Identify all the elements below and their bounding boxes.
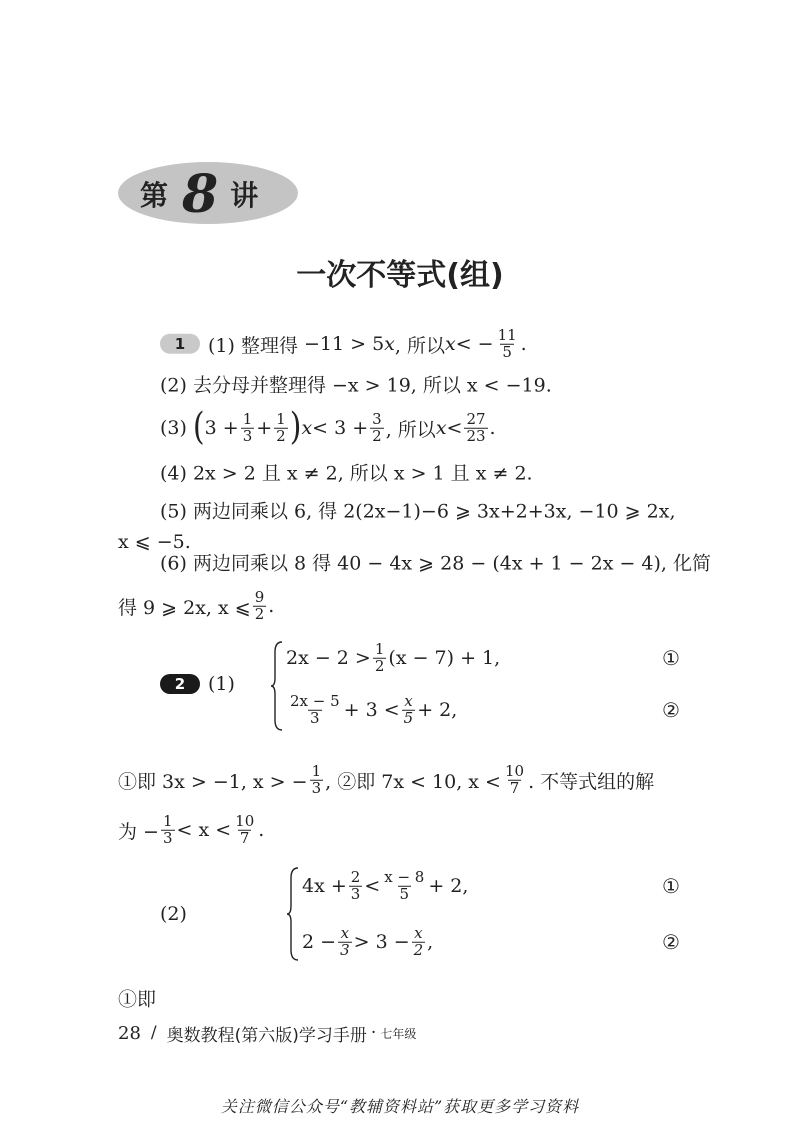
page-number: 28 xyxy=(118,1022,141,1044)
fraction: $\frac{2x - 5}{3}$ xyxy=(290,691,340,727)
lecture-number: 8 xyxy=(182,163,219,225)
eq-mark-4: ② xyxy=(662,930,680,954)
system1-eq1: 2x − 2 > $\frac{1}{2}$ (x − 7) + 1, ① xyxy=(286,639,680,675)
p2-label-1: 2 (1) xyxy=(0,662,800,706)
p2-label-2: (2) xyxy=(160,903,187,925)
fraction: $\frac{27}{23}$ xyxy=(466,409,486,445)
fraction: $\frac{9}{2}$ xyxy=(254,587,265,623)
system2-eq2: 2 − $\frac{x}{3}$ > 3 − $\frac{x}{2}$ , ② xyxy=(302,923,680,959)
p1-line1: 1 (1) 整理得 −11 > 5 x , 所以 x < − $\frac{11}{5}$ . xyxy=(0,322,800,366)
fraction: $\frac{11}{5}$ xyxy=(497,325,517,361)
fraction: $\frac{x - 8}{5}$ xyxy=(384,867,425,903)
fraction: $\frac{x}{5}$ xyxy=(403,691,414,727)
fraction: $\frac{1}{3}$ xyxy=(162,811,173,847)
fraction: $\frac{2}{3}$ xyxy=(350,867,361,903)
fraction: $\frac{1}{2}$ xyxy=(374,639,385,675)
eq-mark-3: ① xyxy=(662,874,680,898)
lecture-heading xyxy=(140,163,259,225)
eq-mark-1: ① xyxy=(662,646,680,670)
eq-mark-2: ② xyxy=(662,698,680,722)
fraction: $\frac{1}{2}$ xyxy=(276,409,286,445)
page-title: 一次不等式(组) xyxy=(296,258,504,293)
fraction: $\frac{10}{7}$ xyxy=(235,811,255,847)
grade-label: 七年级 xyxy=(380,1026,417,1041)
problem-badge-1: 1 xyxy=(160,334,200,354)
p1-line2: (2) 去分母并整理得 −x > 19, 所以 x < −19. xyxy=(160,374,552,397)
p1-line5b: x ⩽ −5. xyxy=(118,531,191,553)
page-footer: 28 / 奥数教程(第六版)学习手册 · 七年级 xyxy=(118,1022,417,1046)
lecture-suffix: 讲 xyxy=(230,179,259,212)
fraction: $\frac{1}{3}$ xyxy=(242,409,253,445)
p2-sol1: ①即 3x > −1, x > − $\frac{1}{3}$ , ②即 7x < 10, x < $\frac{10}{7}$ . 不等式组的解 xyxy=(118,761,655,797)
fraction: $\frac{1}{3}$ xyxy=(311,761,322,797)
p1-line6a: (6) 两边同乘以 8 得 40 − 4x ⩾ 28 − (4x + 1 − 2x − 4), 化简 xyxy=(160,552,712,575)
fraction: $\frac{x}{2}$ xyxy=(413,923,424,959)
lecture-prefix: 第 xyxy=(140,179,169,212)
p2-sol3: ①即 xyxy=(118,988,157,1011)
p1-line5a: (5) 两边同乘以 6, 得 2(2x−1)−6 ⩾ 3x+2+3x, −10 ⩾ 2x, xyxy=(160,500,676,523)
p2-sol2: 为 − $\frac{1}{3}$ < x < $\frac{10}{7}$ . xyxy=(118,811,265,847)
book-title: 奥数教程(第六版)学习手册 xyxy=(166,1025,367,1046)
fraction: $\frac{3}{2}$ xyxy=(372,409,382,445)
fraction: $\frac{x}{3}$ xyxy=(340,923,350,959)
p1-line4: (4) 2x > 2 且 x ≠ 2, 所以 x > 1 且 x ≠ 2. xyxy=(160,462,533,485)
problem-badge-2: 2 xyxy=(160,674,200,694)
p1-line6b: 得 9 ⩾ 2x, x ⩽ $\frac{9}{2}$ . xyxy=(118,587,275,623)
system2-eq1: 4x + $\frac{2}{3}$ < $\frac{x - 8}{5}$ + 2, ① xyxy=(302,867,680,903)
p1-line3: (3) ( 3 + $\frac{1}{3}$ + $\frac{1}{2}$ ) x < 3 + $\frac{3}{2}$ , 所以 x < $\frac{27}{23}$ . xyxy=(160,405,496,450)
fraction: $\frac{10}{7}$ xyxy=(504,761,525,797)
watermark-text: 关注微信公众号“教辅资料站”获取更多学习资料 xyxy=(220,1097,580,1116)
system1-eq2: $\frac{2x - 5}{3}$ + 3 < $\frac{x}{5}$ + 2, ② xyxy=(290,691,680,727)
